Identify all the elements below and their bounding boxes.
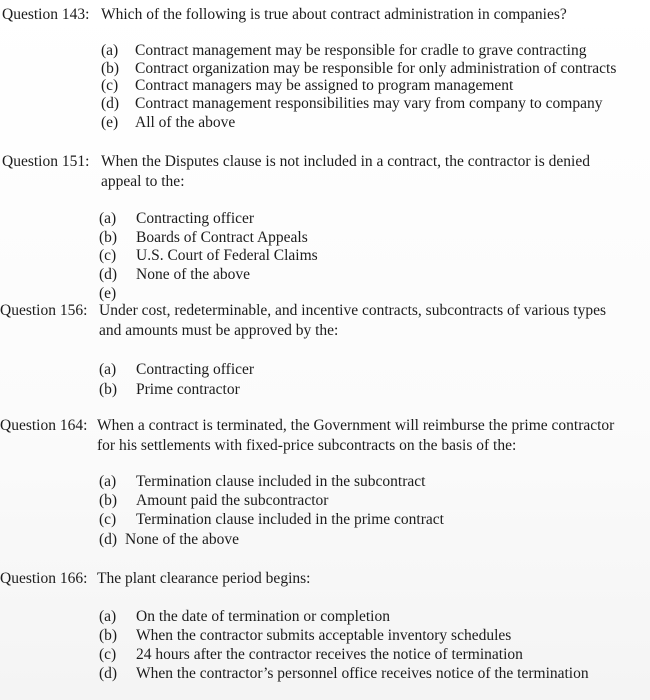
option-text: On the date of termination or completion xyxy=(136,608,390,625)
question-label: Question 166: xyxy=(0,570,88,587)
option-text: When the contractor’s personnel office receives notice of the termination xyxy=(136,665,589,682)
option-text: U.S. Court of Federal Claims xyxy=(136,247,318,264)
option-letter: (d) xyxy=(101,95,120,112)
option-text: Contract organization may be responsible for only administration of contracts xyxy=(135,60,617,77)
question-164-header xyxy=(0,417,650,455)
question-text: Under cost, redeterminable, and incentive contracts, subcontracts of various types xyxy=(99,302,607,319)
option-letter: (c) xyxy=(101,77,119,94)
option-text: Contracting officer xyxy=(136,361,255,378)
question-text: When the Disputes clause is not included in a contract, the contractor is denied xyxy=(101,153,590,170)
question-143-header xyxy=(2,6,647,24)
option-letter: (e) xyxy=(99,285,117,302)
option-text: 24 hours after the contractor receives the notice of termination xyxy=(136,646,523,663)
option-text: Contracting officer xyxy=(136,210,255,227)
question-text-continued: appeal to the: xyxy=(101,173,185,190)
option-letter: (d) xyxy=(99,665,118,682)
option-text: Prime contractor xyxy=(136,381,240,398)
option-letter: (a) xyxy=(101,42,119,59)
option-text: Contract management may be responsible for cradle to grave contracting xyxy=(135,42,587,59)
option-letter: (a) xyxy=(99,608,117,625)
question-166-header xyxy=(0,570,650,588)
option-text: Contract managers may be assigned to program management xyxy=(135,77,514,94)
option-letter: (e) xyxy=(101,114,119,131)
question-label: Question 164: xyxy=(0,417,88,434)
option-letter: (a) xyxy=(99,210,117,227)
option-letter: (d) xyxy=(99,266,118,283)
option-text: None of the above xyxy=(136,266,251,283)
option-letter: (b) xyxy=(101,60,120,77)
option-text: All of the above xyxy=(135,114,236,131)
option-letter: (c) xyxy=(99,646,117,663)
question-label: Question 143: xyxy=(2,6,90,23)
option-letter: (a) xyxy=(99,361,117,378)
question-text-continued: for his settlements with fixed-price subcontracts on the basis of the: xyxy=(97,437,517,454)
option-text: Boards of Contract Appeals xyxy=(136,229,308,246)
option-letter: (b) xyxy=(99,381,118,398)
option-letter: (b) xyxy=(99,492,118,509)
option-text: Termination clause included in the prime contract xyxy=(136,511,444,528)
question-label: Question 151: xyxy=(2,153,90,170)
option-text: Amount paid the subcontractor xyxy=(136,492,329,509)
option-letter: (b) xyxy=(99,627,118,644)
question-151-header xyxy=(2,153,647,189)
option-text: When the contractor submits acceptable inventory schedules xyxy=(136,627,512,644)
question-text: When a contract is terminated, the Government will reimburse the prime contractor xyxy=(97,417,615,434)
question-156-header xyxy=(0,302,650,340)
option-text: Termination clause included in the subcontract xyxy=(136,473,426,490)
option-letter: (a) xyxy=(99,473,117,490)
option-letter: (b) xyxy=(99,229,118,246)
option-text: Contract management responsibilities may vary from company to company xyxy=(135,95,603,112)
option-text: None of the above xyxy=(125,531,240,548)
option-letter: (d) xyxy=(99,531,118,548)
option-letter: (c) xyxy=(99,511,117,528)
question-text-continued: and amounts must be approved by the: xyxy=(99,322,339,339)
question-text: The plant clearance period begins: xyxy=(97,570,311,587)
question-text: Which of the following is true about contract administration in companies? xyxy=(101,6,567,23)
question-label: Question 156: xyxy=(0,302,88,319)
option-letter: (c) xyxy=(99,247,117,264)
